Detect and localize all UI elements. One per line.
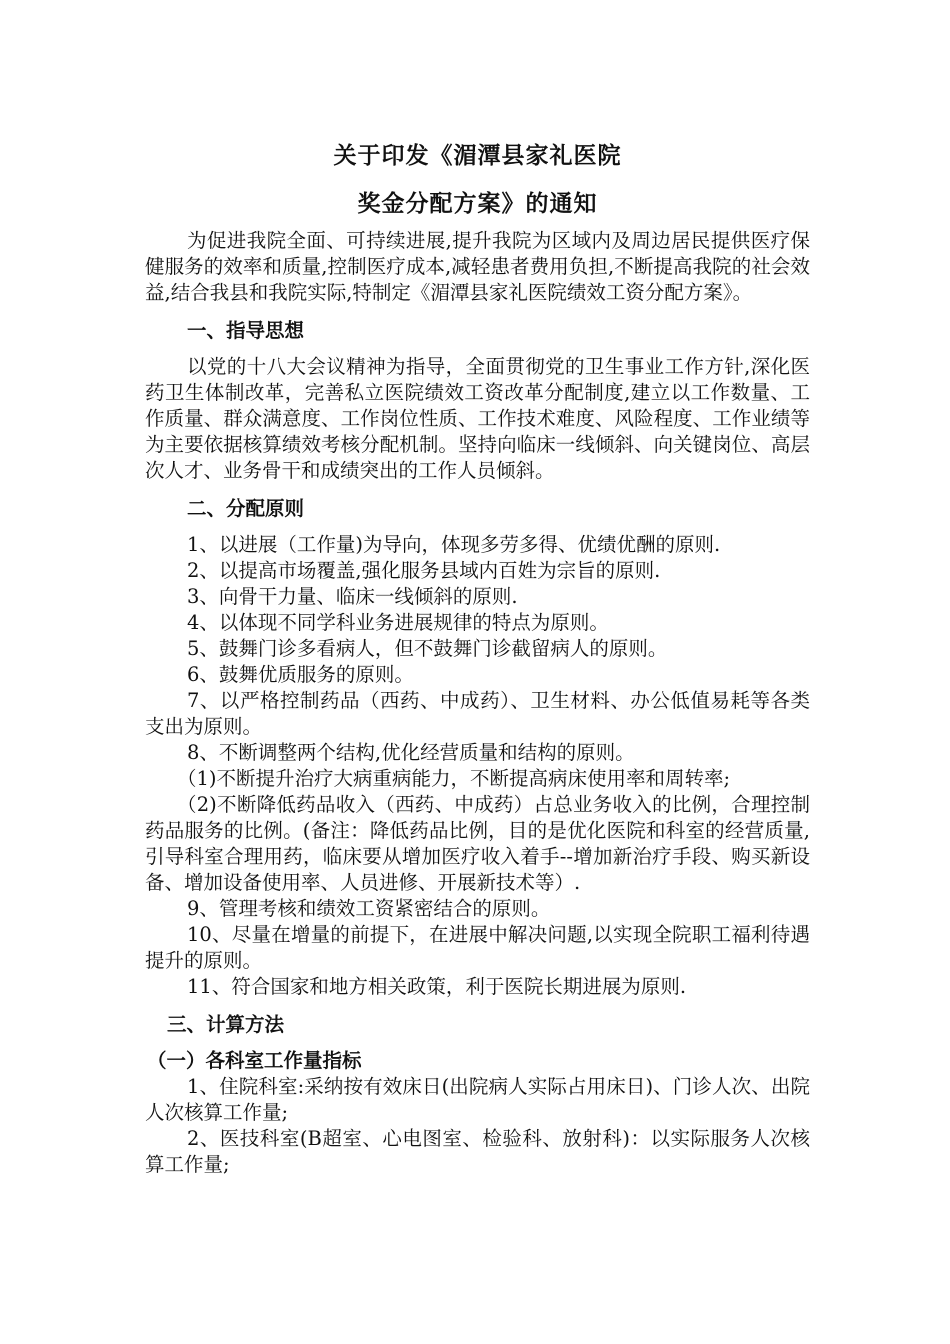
section2-heading: 二、分配原则: [187, 497, 305, 520]
principle-item: 3、向骨干力量、临床一线倾斜的原则.: [187, 585, 518, 608]
principle-item: 7、以严格控制药品（西药、中成药）、卫生材料、办公低值易耗等各类支出为原则。: [145, 689, 810, 738]
principle-item: 8、不断调整两个结构,优化经营质量和结构的原则。: [187, 741, 635, 764]
principle-item: 6、鼓舞优质服务的原则。: [187, 663, 414, 686]
principle-subitem-2: （2)不断降低药品收入（西药、中成药）占总业务收入的比例，合理控制药品服务的比例。(备注：降低药品比例，目的是优化医院和科室的经营质量,引导科室合理用药，临床要从增加医疗收入着手--增加新治疗手段、购买新设备、增加设备使用率、人员进修、开展新技术等）.: [145, 793, 810, 894]
principle-item: 1、以进展（工作量)为导向，体现多劳多得、优绩优酬的原则.: [187, 533, 721, 556]
method-item: 2、医技科室(B超室、心电图室、检验科、放射科)：以实际服务人次核算工作量;: [145, 1127, 810, 1176]
section1-heading: 一、指导思想: [187, 319, 305, 342]
method-item: 1、住院科室:采纳按有效床日(出院病人实际占用床日)、门诊人次、出院人次核算工作量;: [145, 1075, 810, 1124]
section3-heading: 三、计算方法: [167, 1013, 285, 1036]
intro-paragraph: 为促进我院全面、可持续进展,提升我院为区域内及周边居民提供医疗保健服务的效率和质量,控制医疗成本,减轻患者费用负担,不断提高我院的社会效益,结合我县和我院实际,特制定《湄潭县家礼医院绩效工资分配方案》。: [145, 229, 810, 304]
principle-subitem-1: （1)不断提升治疗大病重病能力，不断提高病床使用率和周转率;: [177, 767, 731, 790]
principle-item: 9、管理考核和绩效工资紧密结合的原则。: [187, 897, 551, 920]
principle-item: 5、鼓舞门诊多看病人，但不鼓舞门诊截留病人的原则。: [187, 637, 668, 660]
principle-item: 11、符合国家和地方相关政策，利于医院长期进展为原则.: [187, 975, 687, 998]
principle-item: 4、以体现不同学科业务进展规律的特点为原则。: [187, 611, 609, 634]
principle-item: 10、尽量在增量的前提下，在进展中解决问题,以实现全院职工福利待遇提升的原则。: [145, 923, 810, 972]
document-title-line2: 奖金分配方案》的通知: [357, 191, 598, 217]
section1-body: 以党的十八大会议精神为指导，全面贯彻党的卫生事业工作方针,深化医药卫生体制改革，完善私立医院绩效工资改革分配制度,建立以工作数量、工作质量、群众满意度、工作岗位性质、工作技术难度、风险程度、工作业绩等为主要依据核算绩效考核分配机制。坚持向临床一线倾斜、向关键岗位、高层次人才、业务骨干和成绩突出的工作人员倾斜。: [145, 355, 810, 482]
principle-item: 2、以提高市场覆盖,强化服务县域内百姓为宗旨的原则.: [187, 559, 661, 582]
section3-subheading: （一）各科室工作量指标: [147, 1049, 362, 1072]
document-title-line1: 关于印发《湄潭县家礼医院: [333, 143, 622, 169]
